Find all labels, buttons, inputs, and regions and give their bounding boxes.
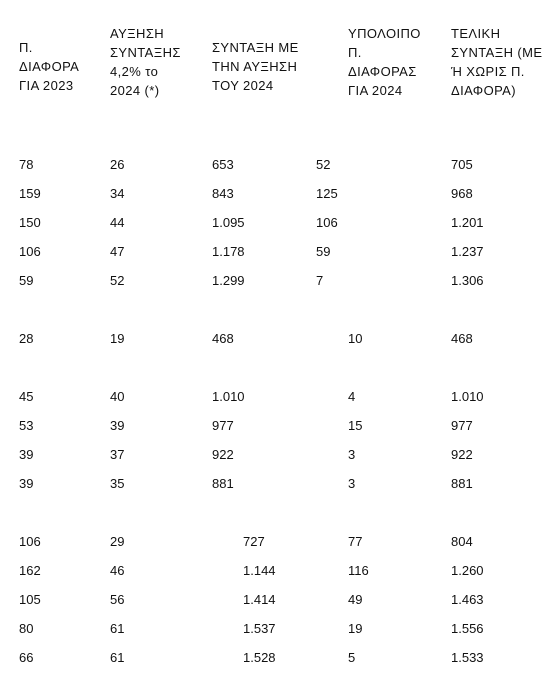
cell-remaining-difference-2024: 106 [316, 215, 338, 230]
cell-final-pension: 1.237 [451, 244, 484, 259]
cell-personal-difference-2023: 59 [19, 273, 34, 288]
cell-personal-difference-2023: 162 [19, 563, 41, 578]
cell-increase-2024: 61 [110, 621, 125, 636]
cell-personal-difference-2023: 39 [19, 447, 34, 462]
cell-final-pension: 881 [451, 476, 473, 491]
cell-increase-2024: 34 [110, 186, 125, 201]
cell-pension-with-increase: 1.010 [212, 389, 245, 404]
cell-remaining-difference-2024: 59 [316, 244, 331, 259]
cell-personal-difference-2023: 45 [19, 389, 34, 404]
cell-increase-2024: 44 [110, 215, 125, 230]
cell-final-pension: 1.533 [451, 650, 484, 665]
cell-increase-2024: 52 [110, 273, 125, 288]
cell-personal-difference-2023: 80 [19, 621, 34, 636]
cell-pension-with-increase: 1.144 [243, 563, 276, 578]
cell-personal-difference-2023: 106 [19, 534, 41, 549]
cell-pension-with-increase: 653 [212, 157, 234, 172]
cell-final-pension: 1.306 [451, 273, 484, 288]
cell-personal-difference-2023: 159 [19, 186, 41, 201]
cell-personal-difference-2023: 53 [19, 418, 34, 433]
cell-personal-difference-2023: 106 [19, 244, 41, 259]
cell-increase-2024: 37 [110, 447, 125, 462]
cell-increase-2024: 26 [110, 157, 125, 172]
cell-increase-2024: 29 [110, 534, 125, 549]
cell-remaining-difference-2024: 19 [348, 621, 363, 636]
cell-increase-2024: 47 [110, 244, 125, 259]
cell-increase-2024: 39 [110, 418, 125, 433]
cell-remaining-difference-2024: 7 [316, 273, 324, 288]
cell-pension-with-increase: 1.537 [243, 621, 276, 636]
cell-final-pension: 1.556 [451, 621, 484, 636]
cell-increase-2024: 46 [110, 563, 125, 578]
cell-pension-with-increase: 1.178 [212, 244, 245, 259]
cell-increase-2024: 61 [110, 650, 125, 665]
cell-personal-difference-2023: 66 [19, 650, 34, 665]
cell-increase-2024: 40 [110, 389, 125, 404]
cell-remaining-difference-2024: 15 [348, 418, 363, 433]
header-final-pension: ΤΕΛΙΚΗ ΣΥΝΤΑΞΗ (ΜΕ Ή ΧΩΡΙΣ Π. ΔΙΑΦΟΡΑ) [451, 26, 542, 98]
cell-final-pension: 1.010 [451, 389, 484, 404]
cell-remaining-difference-2024: 4 [348, 389, 356, 404]
cell-remaining-difference-2024: 49 [348, 592, 363, 607]
cell-remaining-difference-2024: 125 [316, 186, 338, 201]
cell-pension-with-increase: 468 [212, 331, 234, 346]
header-remaining-difference-2024: ΥΠΟΛΟΙΠΟ Π. ΔΙΑΦΟΡΑΣ ΓΙΑ 2024 [348, 26, 421, 98]
cell-final-pension: 1.260 [451, 563, 484, 578]
cell-personal-difference-2023: 28 [19, 331, 34, 346]
cell-pension-with-increase: 881 [212, 476, 234, 491]
cell-pension-with-increase: 922 [212, 447, 234, 462]
cell-increase-2024: 35 [110, 476, 125, 491]
cell-final-pension: 804 [451, 534, 473, 549]
cell-final-pension: 705 [451, 157, 473, 172]
cell-remaining-difference-2024: 116 [348, 563, 369, 578]
cell-personal-difference-2023: 78 [19, 157, 34, 172]
cell-remaining-difference-2024: 5 [348, 650, 356, 665]
cell-pension-with-increase: 1.528 [243, 650, 276, 665]
header-pension-with-increase: ΣΥΝΤΑΞΗ ΜΕ ΤΗΝ ΑΥΞΗΣΗ ΤΟΥ 2024 [212, 40, 299, 93]
header-personal-difference-2023: Π. ΔΙΑΦΟΡΑ ΓΙΑ 2023 [19, 40, 80, 93]
cell-personal-difference-2023: 150 [19, 215, 41, 230]
cell-final-pension: 922 [451, 447, 473, 462]
cell-personal-difference-2023: 39 [19, 476, 34, 491]
cell-pension-with-increase: 1.299 [212, 273, 245, 288]
cell-pension-with-increase: 727 [243, 534, 265, 549]
cell-remaining-difference-2024: 52 [316, 157, 331, 172]
cell-remaining-difference-2024: 3 [348, 476, 356, 491]
cell-personal-difference-2023: 105 [19, 592, 41, 607]
cell-final-pension: 1.201 [451, 215, 484, 230]
cell-increase-2024: 19 [110, 331, 125, 346]
cell-pension-with-increase: 977 [212, 418, 234, 433]
cell-remaining-difference-2024: 77 [348, 534, 363, 549]
cell-remaining-difference-2024: 3 [348, 447, 356, 462]
header-pension-increase-2024: ΑΥΞΗΣΗ ΣΥΝΤΑΞΗΣ 4,2% το 2024 (*) [110, 26, 181, 98]
cell-remaining-difference-2024: 10 [348, 331, 363, 346]
cell-pension-with-increase: 1.414 [243, 592, 276, 607]
cell-pension-with-increase: 843 [212, 186, 234, 201]
cell-increase-2024: 56 [110, 592, 125, 607]
cell-final-pension: 977 [451, 418, 473, 433]
cell-final-pension: 468 [451, 331, 473, 346]
cell-final-pension: 1.463 [451, 592, 484, 607]
cell-final-pension: 968 [451, 186, 473, 201]
cell-pension-with-increase: 1.095 [212, 215, 245, 230]
